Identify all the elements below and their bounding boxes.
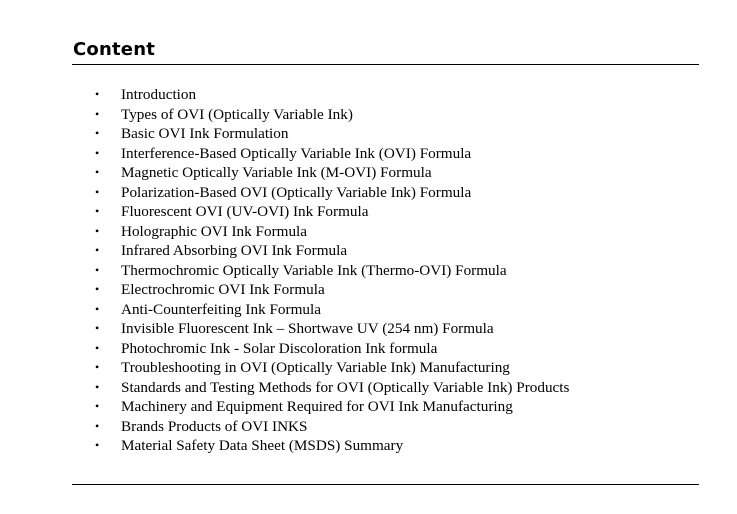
list-item-text: Thermochromic Optically Variable Ink (Thermo-OVI) Formula bbox=[121, 261, 507, 279]
list-item-text: Holographic OVI Ink Formula bbox=[121, 222, 308, 240]
bullet-icon: • bbox=[95, 282, 100, 296]
bullet-icon: • bbox=[95, 165, 100, 179]
bullet-icon: • bbox=[95, 184, 100, 199]
list-item-text: Types of OVI (Optically Variable Ink) bbox=[121, 105, 353, 123]
list-item-text: Fluorescent OVI (UV-OVI) Ink Formula bbox=[121, 203, 369, 220]
bullet-icon: • bbox=[95, 360, 100, 374]
list-item-text: Standards and Testing Methods for OVI (Optically Variable Ink) Products bbox=[121, 378, 570, 396]
list-item-text: Infrared Absorbing OVI Ink Formula bbox=[121, 242, 348, 259]
bullet-icon: • bbox=[95, 418, 100, 433]
list-item-text: Polarization-Based OVI (Optically Variable Ink) Formula bbox=[121, 183, 472, 201]
bullet-icon: • bbox=[95, 145, 100, 160]
footer-divider bbox=[72, 484, 699, 485]
heading-divider bbox=[72, 64, 699, 65]
list-item-text: Introduction bbox=[121, 86, 197, 103]
list-item-text: Machinery and Equipment Required for OVI Ink Manufacturing bbox=[121, 398, 513, 415]
bullet-icon: • bbox=[95, 223, 100, 238]
bullet-icon: • bbox=[95, 301, 100, 316]
list-item-text: Magnetic Optically Variable Ink (M-OVI) Formula bbox=[121, 164, 432, 181]
bullet-icon: • bbox=[95, 321, 100, 335]
bullet-icon: • bbox=[95, 340, 100, 355]
bullet-icon: • bbox=[95, 379, 100, 394]
list-item-text: Troubleshooting in OVI (Optically Variable Ink) Manufacturing bbox=[121, 359, 510, 376]
bullet-icon: • bbox=[95, 438, 100, 452]
list-item-text: Interference-Based Optically Variable Ink (OVI) Formula bbox=[121, 144, 472, 162]
content-heading: Content bbox=[73, 39, 156, 60]
list-item-text: Basic OVI Ink Formulation bbox=[121, 125, 289, 142]
list-item-text: Electrochromic OVI Ink Formula bbox=[121, 281, 325, 298]
bullet-icon: • bbox=[95, 243, 100, 257]
list-item-text: Brands Products of OVI INKS bbox=[121, 417, 308, 435]
list-item-text: Invisible Fluorescent Ink – Shortwave UV (254 nm) Formula bbox=[121, 320, 494, 337]
bullet-icon: • bbox=[95, 399, 100, 413]
bullet-icon: • bbox=[95, 204, 100, 218]
list-item-text: Anti-Counterfeiting Ink Formula bbox=[121, 300, 321, 318]
bullet-icon: • bbox=[95, 262, 100, 277]
bullet-icon: • bbox=[95, 87, 100, 101]
bullet-icon: • bbox=[95, 126, 100, 140]
bullet-icon: • bbox=[95, 106, 100, 121]
list-item-text: Material Safety Data Sheet (MSDS) Summary bbox=[121, 437, 404, 454]
list-item-text: Photochromic Ink - Solar Discoloration Ink formula bbox=[121, 339, 438, 357]
